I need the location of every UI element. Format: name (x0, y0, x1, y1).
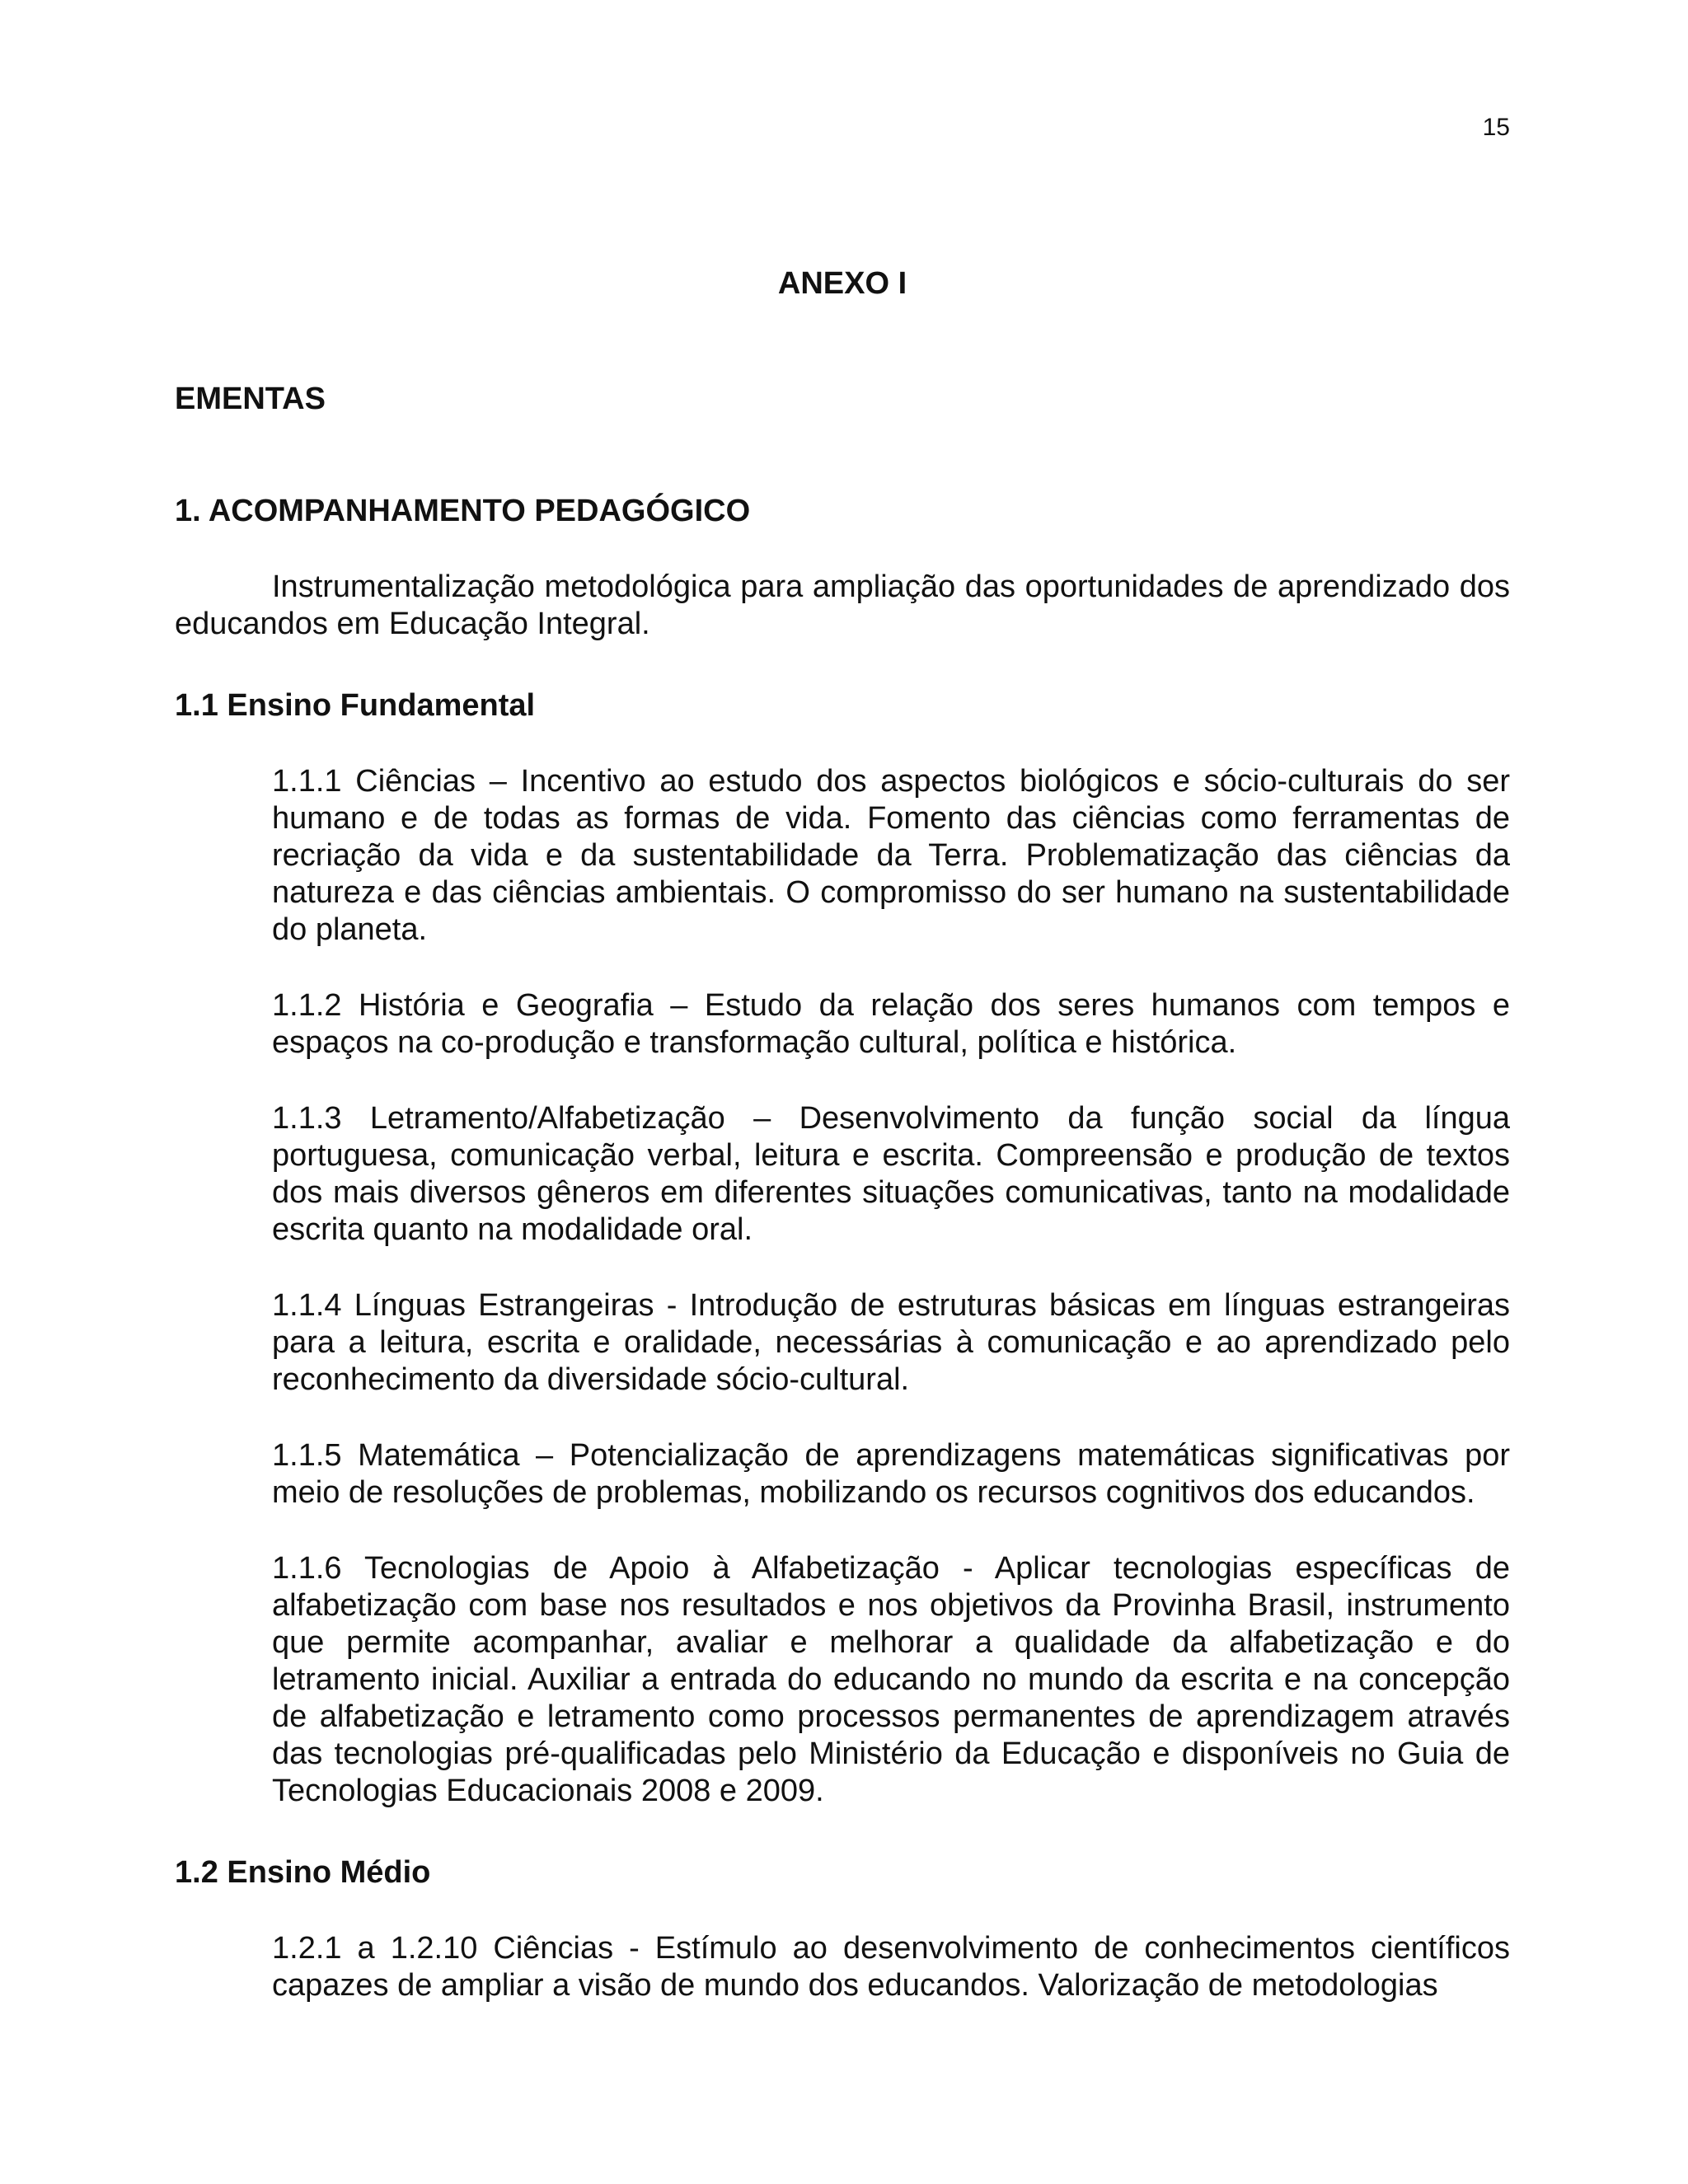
subsection-1-1-items (272, 763, 1510, 1810)
ementa-item-1-1-1: 1.1.1 Ciências – Incentivo ao estudo dos aspectos biológicos e sócio-culturais do ser humano e de todas as formas de vida. Fomento das ciências como ferramentas de recriação da vida e da sustentabilidade da Terra. Problematização das ciências da natureza e das ciências ambientais. O compromisso do ser humano na sustentabilidade do planeta. (272, 764, 1510, 947)
section-heading-1: 1. ACOMPANHAMENTO PEDAGÓGICO (175, 494, 751, 528)
ementa-item-1-1-6: 1.1.6 Tecnologias de Apoio à Alfabetização - Aplicar tecnologias específicas de alfabetização com base nos resultados e nos objetivos da Provinha Brasil, instrumento que permite acompanhar, avaliar e melhorar a qualidade da alfabetização e do letramento inicial. Auxiliar a entrada do educando no mundo da escrita e na concepção de alfabetização e letramento como processos permanentes de aprendizagem através das tecnologias pré-qualificadas pelo Ministério da Educação e disponíveis no Guia de Tecnologias Educacionais 2008 e 2009. (272, 1551, 1510, 1808)
subsection-heading-1-1: 1.1 Ensino Fundamental (175, 688, 536, 723)
ementa-item-1-1-5: 1.1.5 Matemática – Potencialização de aprendizagens matemáticas significativas por meio de resoluções de problemas, mobilizando os recursos cognitivos dos educandos. (272, 1438, 1510, 1510)
ementa-item-1-1-2: 1.1.2 História e Geografia – Estudo da relação dos seres humanos com tempos e espaços na co-produção e transformação cultural, política e histórica. (272, 988, 1510, 1060)
subsection-heading-1-2: 1.2 Ensino Médio (175, 1855, 431, 1890)
ementas-heading: EMENTAS (175, 382, 326, 416)
ementa-item-1-2-1: 1.2.1 a 1.2.10 Ciências - Estímulo ao desenvolvimento de conhecimentos científicos capazes de ampliar a visão de mundo dos educandos. Valorização de metodologias (272, 1931, 1510, 2003)
document-body (175, 265, 1510, 2004)
ementa-item-1-1-4: 1.1.4 Línguas Estrangeiras - Introdução de estruturas básicas em línguas estrangeiras para a leitura, escrita e oralidade, necessárias à comunicação e ao aprendizado pelo reconhecimento da diversidade sócio-cultural. (272, 1288, 1510, 1397)
annex-title: ANEXO I (777, 266, 907, 301)
subsection-1-2-items (272, 1930, 1510, 2004)
page-number: 15 (1482, 114, 1510, 141)
ementa-item-1-1-3: 1.1.3 Letramento/Alfabetização – Desenvolvimento da função social da língua portuguesa, comunicação verbal, leitura e escrita. Compreensão e produção de textos dos mais diversos gêneros em diferentes situações comunicativas, tanto na modalidade escrita quanto na modalidade oral. (272, 1101, 1510, 1247)
section-intro-paragraph: Instrumentalização metodológica para ampliação das oportunidades de aprendizado dos educandos em Educação Integral. (175, 569, 1510, 641)
